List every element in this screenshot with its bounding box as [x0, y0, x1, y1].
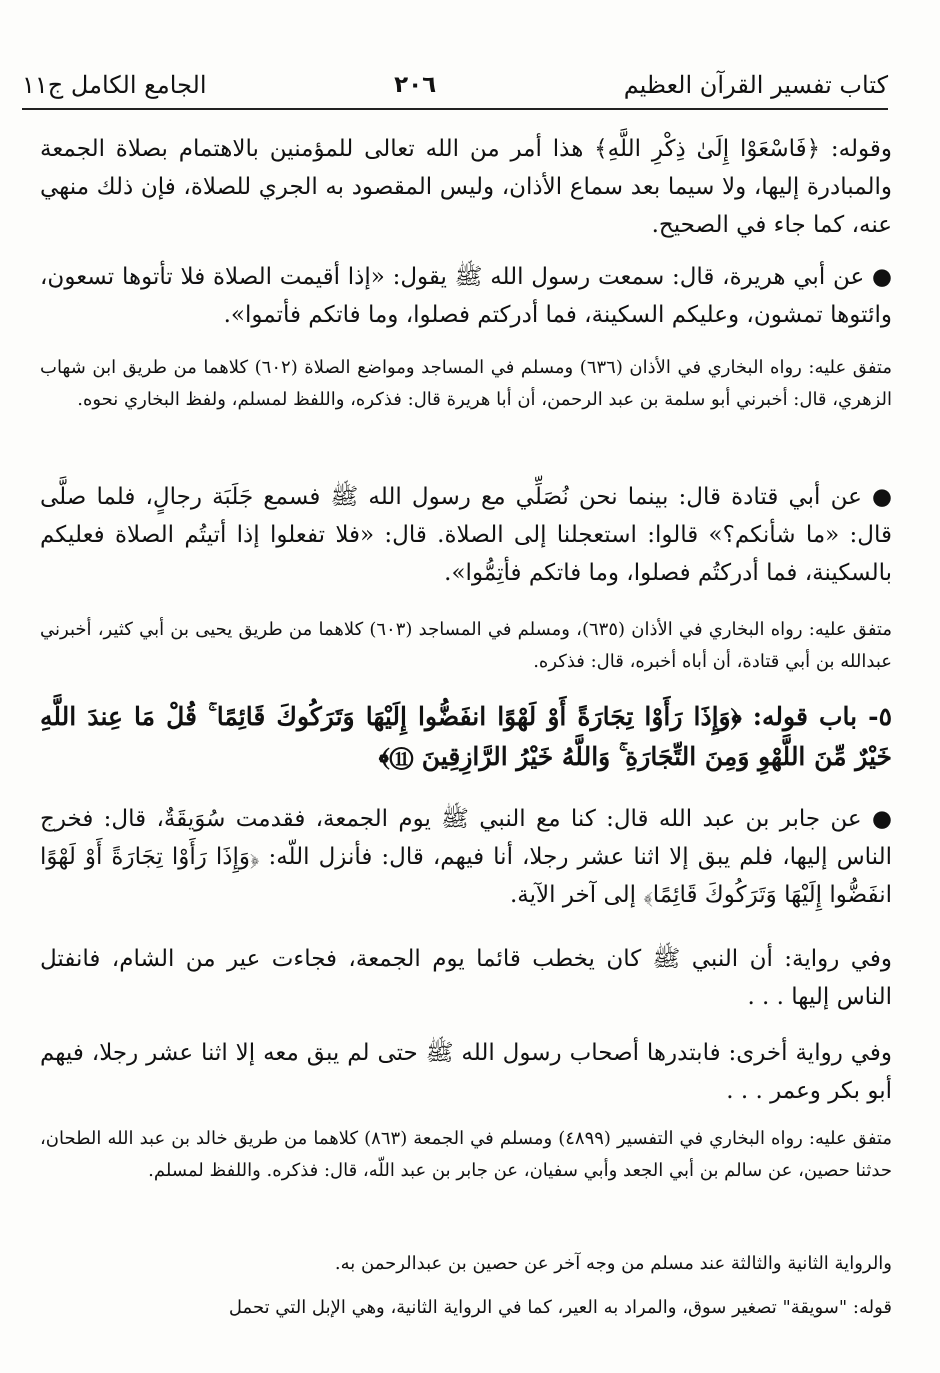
book-title: كتاب تفسير القرآن العظيم: [623, 71, 888, 99]
takhrij-note: متفق عليه: رواه البخاري في الأذان (٦٣٦) ومسلم في المساجد ومواضع الصلاة (٦٠٢) كلاهما من طريق ابن شهاب الزهري، قال: أخبرني أبو سلمة بن عبد الرحمن، أن أبا هريرة قال: فذكره، واللفظ لمسلم، ولفظ البخاري نحوه.: [40, 357, 893, 410]
riwaya-paragraph: وفي رواية: أن النبي ﷺ كان يخطب قائما يوم الجمعة، فجاءت عير من الشام، فانفتل الناس إليها . . .: [40, 946, 892, 1010]
takhrij-note: متفق عليه: رواه البخاري في الأذان (٦٣٥)، ومسلم في المساجد (٦٠٣) كلاهما من طريق يحيى بن أبي كثير، أخبرني عبدالله بن أبي قتادة، أن أباه أخبره، قال: فذكره.: [40, 619, 892, 672]
paragraph-commentary: وقوله: ﴿فَاسْعَوْا إِلَىٰ ذِكْرِ اللَّهِ﴾ هذا أمر من الله تعالى للمؤمنين بالاهتمام بصلاة الجمعة والمبادرة إليها، ولا سيما بعد سماع الأذان، وليس المقصود به الجري للصلاة، فإن ذلك منهي عنه، كما جاء في الصحيح.: [40, 136, 892, 238]
chapter-heading: ٥- باب قوله: ﴿وَإِذَا رَأَوْا تِجَارَةً أَوْ لَهْوًا انفَضُّوا إِلَيْهَا وَتَرَكُوكَ قَائِمًا ۚ قُلْ مَا عِندَ اللَّهِ خَيْرٌ مِّنَ اللَّهْوِ وَمِنَ التِّجَارَةِ ۚ وَاللَّهُ خَيْرُ الرَّازِقِينَ ⑪﴾: [40, 702, 892, 771]
takhrij-note: متفق عليه: رواه البخاري في التفسير (٤٨٩٩) ومسلم في الجمعة (٨٦٣) كلاهما من طريق خالد بن عبد الله الطحان، حدثنا حصين، عن سالم بن أبي الجعد وأبي سفيان، عن جابر بن عبد اللّه، قال: فذكره. واللفظ لمسلم.: [40, 1128, 893, 1181]
hadith-abu-qatada: ● عن أبي قتادة قال: بينما نحن نُصَلِّي مع رسول الله ﷺ فسمع جَلَبَة رجالٍ، فلما صلَّى قال: «ما شأنكم؟» قالوا: استعجلنا إلى الصلاة. قال: «فلا تفعلوا إذا أتيتُم الصلاة فعليكم بالسكينة، فما أدركتُم فصلوا، وما فاتكم فأتِمُّوا».: [40, 484, 892, 586]
volume-title: الجامع الكامل ج١١: [22, 71, 207, 99]
page-number: ٢٠٦: [394, 72, 437, 98]
hadith-abu-hurayra: ● عن أبي هريرة، قال: سمعت رسول الله ﷺ يقول: «إذا أقيمت الصلاة فلا تأتوها تسعون، وائتوها تمشون، وعليكم السكينة، فما أدركتم فصلوا، وما فاتكم فأتموا».: [40, 264, 892, 328]
riwaya-paragraph: وفي رواية أخرى: فابتدرها أصحاب رسول الله ﷺ حتى لم يبق معه إلا اثنا عشر رجلا، فيهم أبو بكر وعمر . . .: [40, 1040, 892, 1104]
commentary-note: قوله: "سويقة" تصغير سوق، والمراد به العير، كما في الرواية الثانية، وهي الإبل التي تحمل: [228, 1297, 892, 1318]
running-header: [22, 62, 888, 110]
takhrij-note: والرواية الثانية والثالثة عند مسلم من وجه آخر عن حصين بن عبدالرحمن به.: [334, 1253, 892, 1274]
hadith-jabir: ● عن جابر بن عبد الله قال: كنا مع النبي ﷺ يوم الجمعة، فقدمت سُوَيقَةٌ، قال: فخرج الناس إليها، فلم يبق إلا اثنا عشر رجلا، أنا فيهم، قال: فأنزل اللّه: ﴿وَإِذَا رَأَوْا تِجَارَةً أَوْ لَهْوًا انفَضُّوا إِلَيْهَا وَتَرَكُوكَ قَائِمًا﴾ إلى آخر الآية.: [40, 806, 892, 908]
